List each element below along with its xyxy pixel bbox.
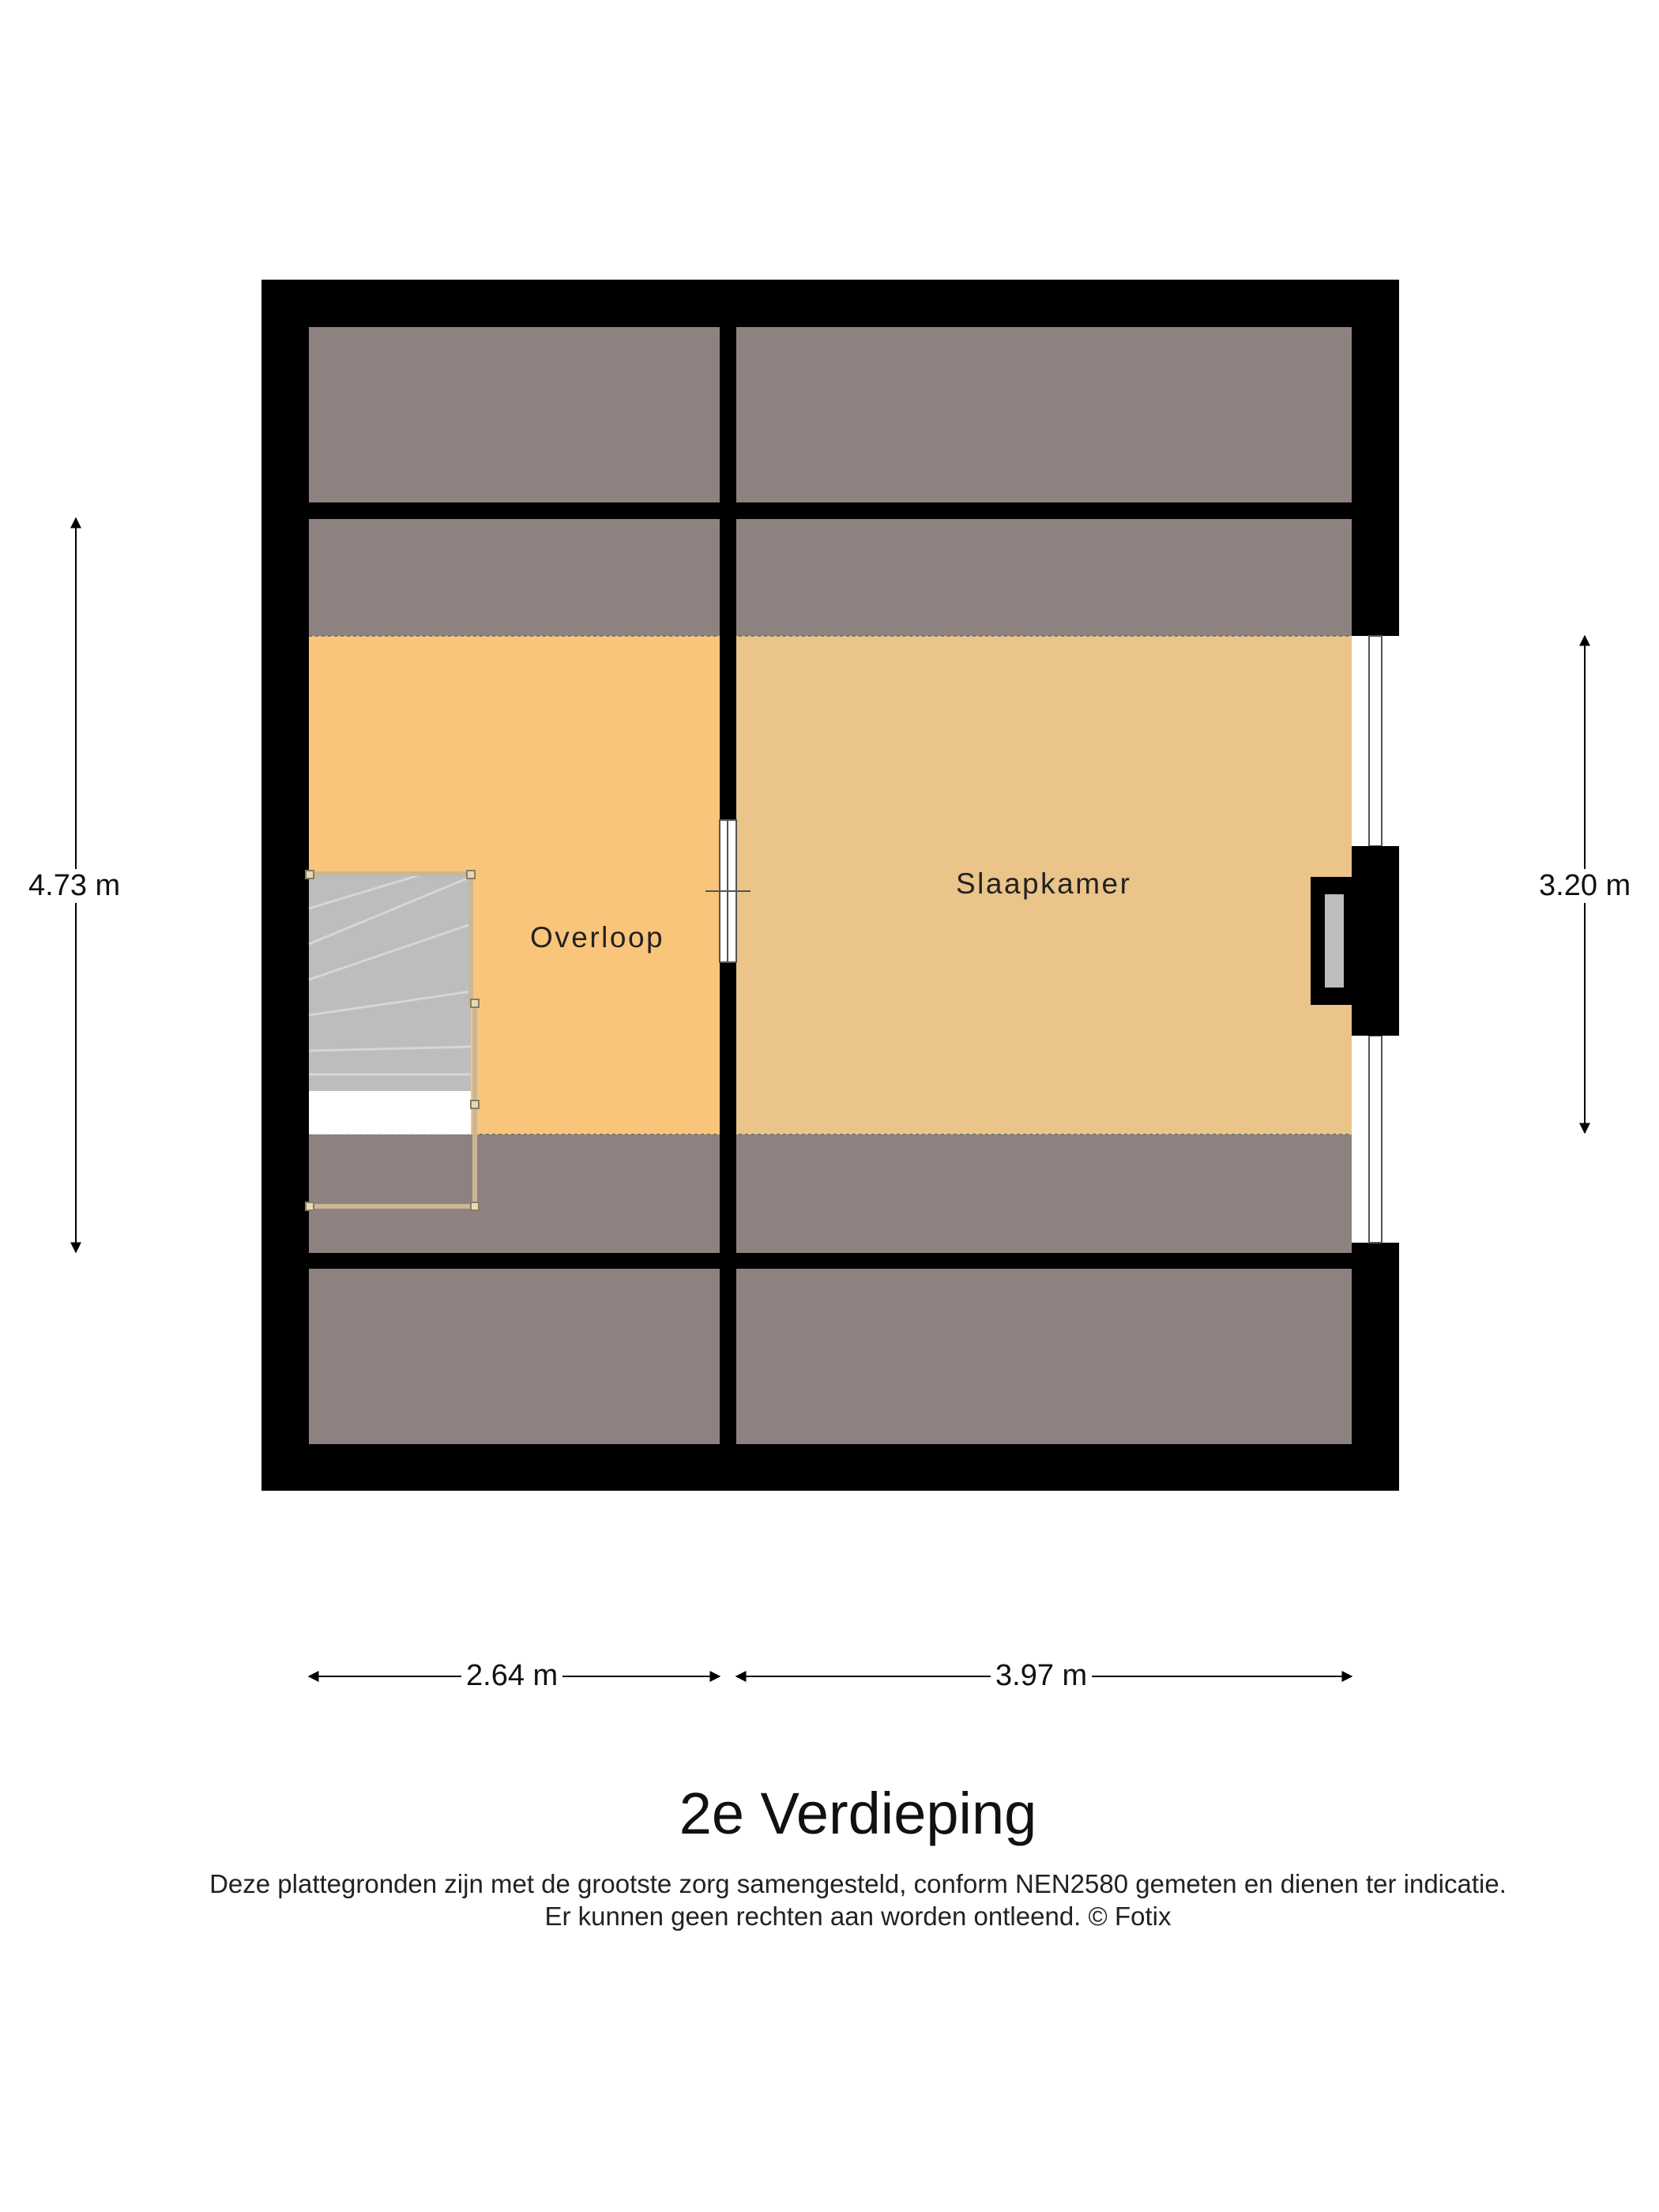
room-label-overloop: Overloop: [530, 921, 665, 954]
interior-wall-horizontal-top: [309, 502, 1352, 519]
interior-wall-vertical-lower: [720, 962, 736, 1444]
stairs: [309, 874, 471, 1091]
roof-area-bottom-right: [736, 1269, 1352, 1444]
floor-title: 2e Verdieping: [679, 1781, 1037, 1846]
dimension-right-height: 3.20 m: [1534, 869, 1635, 903]
room-label-slaapkamer: Slaapkamer: [956, 867, 1132, 900]
dimension-left-height: 4.73 m: [24, 869, 125, 903]
roof-area-top-left: [309, 327, 720, 502]
roof-area-top-right: [736, 327, 1352, 502]
interior-wall-horizontal-bottom: [309, 1253, 1352, 1269]
dimension-bottom-right-width: 3.97 m: [991, 1659, 1092, 1693]
dimension-bottom-left-width: 2.64 m: [461, 1659, 562, 1693]
interior-wall-vertical-upper: [720, 327, 736, 820]
roof-area-bottom-left: [309, 1269, 720, 1444]
roof-area-upper-right: [736, 519, 1352, 636]
stair-opening: [309, 1091, 471, 1134]
roof-area-upper-left: [309, 519, 720, 636]
roof-area-lower-left: [309, 1134, 720, 1253]
disclaimer-line-2: Er kunnen geen rechten aan worden ontleend. © Fotix: [544, 1902, 1172, 1931]
window-lower: [1369, 1036, 1382, 1243]
roof-area-lower-right: [736, 1134, 1352, 1253]
window-upper: [1369, 636, 1382, 846]
disclaimer-line-1: Deze plattegronden zijn met de grootste zorg samengesteld, conform NEN2580 gemeten en dienen ter indicatie.: [209, 1869, 1507, 1898]
chimney-inner: [1325, 894, 1344, 988]
wall-segment-right: [1352, 846, 1399, 1036]
